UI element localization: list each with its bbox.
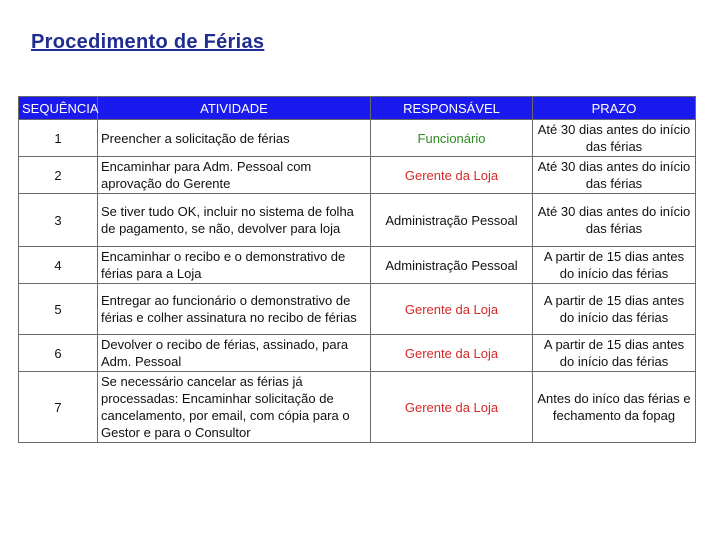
row-sequence: 4 [19, 247, 98, 284]
table-row [19, 120, 696, 157]
header-atividade: ATIVIDADE [98, 97, 371, 120]
row-deadline: A partir de 15 dias antes do início das férias [533, 247, 696, 284]
row-responsible: Administração Pessoal [371, 194, 533, 247]
row-sequence: 3 [19, 194, 98, 247]
row-responsible: Administração Pessoal [371, 247, 533, 284]
row-activity: Se necessário cancelar as férias já processadas: Encaminhar solicitação de cancelamento, por email, com cópia para o Gestor e para o Consultor [98, 372, 371, 443]
row-sequence: 5 [19, 284, 98, 335]
header-prazo: PRAZO [533, 97, 696, 120]
row-deadline: A partir de 15 dias antes do início das férias [533, 284, 696, 335]
row-deadline: Até 30 dias antes do início das férias [533, 157, 696, 194]
row-responsible: Funcionário [371, 120, 533, 157]
row-activity: Encaminhar o recibo e o demonstrativo de férias para a Loja [98, 247, 371, 284]
row-deadline: Até 30 dias antes do início das férias [533, 120, 696, 157]
table-row [19, 247, 696, 284]
row-activity: Se tiver tudo OK, incluir no sistema de folha de pagamento, se não, devolver para loja [98, 194, 371, 247]
row-deadline: Antes do iníco das férias e fechamento da fopag [533, 372, 696, 443]
row-deadline: A partir de 15 dias antes do início das férias [533, 335, 696, 372]
table-header-row [19, 97, 696, 120]
row-sequence: 2 [19, 157, 98, 194]
header-responsavel: RESPONSÁVEL [371, 97, 533, 120]
row-responsible: Gerente da Loja [371, 157, 533, 194]
row-activity: Preencher a solicitação de férias [98, 120, 371, 157]
row-responsible: Gerente da Loja [371, 284, 533, 335]
procedure-table [18, 96, 696, 443]
row-deadline: Até 30 dias antes do início das férias [533, 194, 696, 247]
row-sequence: 6 [19, 335, 98, 372]
table-row [19, 284, 696, 335]
header-sequencia: SEQUÊNCIA [19, 97, 98, 120]
row-responsible: Gerente da Loja [371, 372, 533, 443]
table-row [19, 194, 696, 247]
table-row [19, 157, 696, 194]
row-activity: Devolver o recibo de férias, assinado, para Adm. Pessoal [98, 335, 371, 372]
row-sequence: 7 [19, 372, 98, 443]
row-responsible: Gerente da Loja [371, 335, 533, 372]
page-title: Procedimento de Férias [31, 31, 265, 53]
row-activity: Encaminhar para Adm. Pessoal com aprovação do Gerente [98, 157, 371, 194]
row-activity: Entregar ao funcionário o demonstrativo de férias e colher assinatura no recibo de férias [98, 284, 371, 335]
table-row [19, 335, 696, 372]
row-sequence: 1 [19, 120, 98, 157]
table-row [19, 372, 696, 443]
